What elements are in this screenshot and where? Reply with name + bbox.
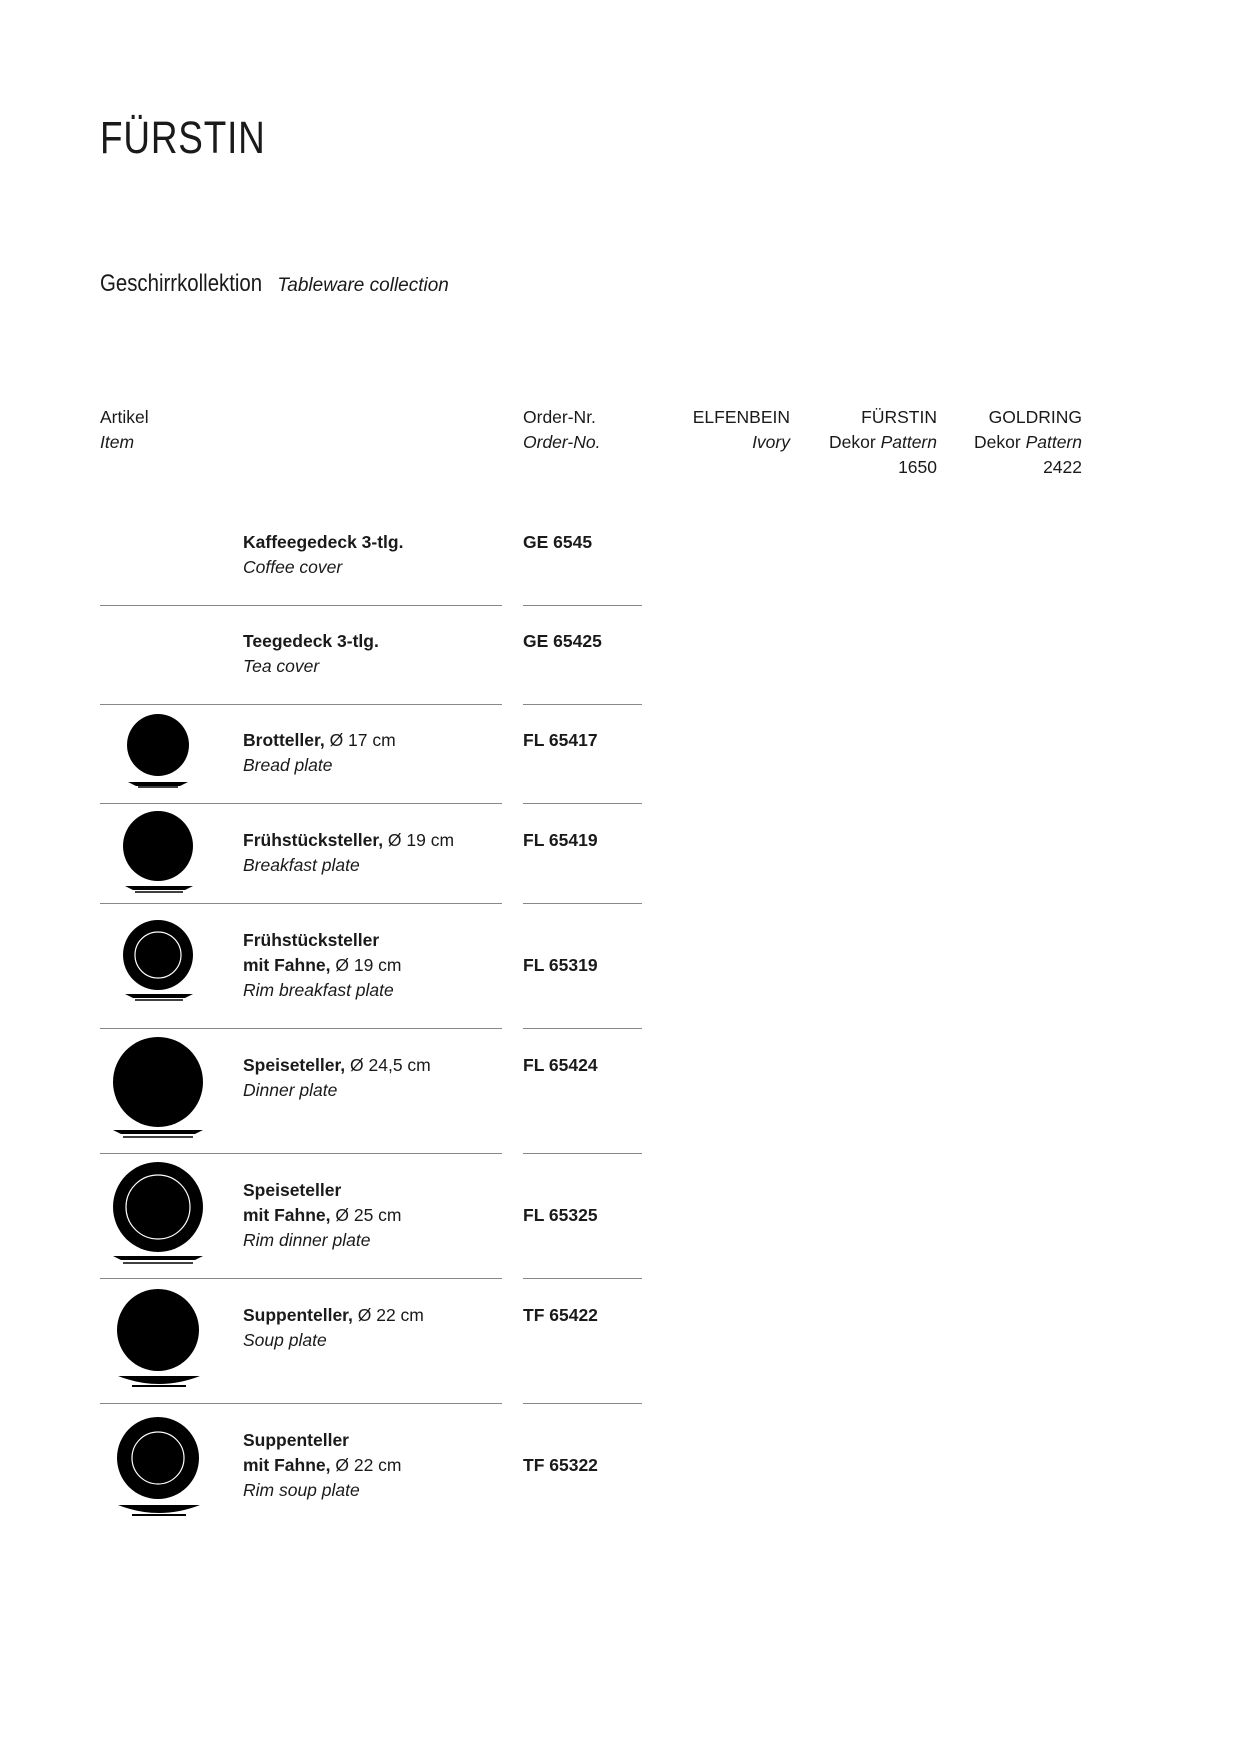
item-name [243,530,403,580]
item-name-de-line2: mit Fahne, [243,955,331,975]
item-name-en: Soup plate [243,1330,327,1350]
header-order-de: Order-Nr. [523,407,596,427]
item-order-number: FL 65419 [523,830,598,850]
item-size: Ø 19 cm [330,955,402,975]
item-name-de: Frühstücksteller, [243,830,384,850]
header-furstin [800,405,937,480]
rim-plate-icon [100,893,224,1033]
header-ivory-de: ELFENBEIN [692,407,790,427]
subtitle-de: Geschirrkollektion [100,270,263,297]
item-size: Ø 24,5 cm [345,1055,431,1075]
item-name-de: Suppenteller, [243,1305,353,1325]
item-order-number: FL 65417 [523,730,598,750]
header-goldring-title: GOLDRING [988,407,1082,427]
subtitle-en: Tableware collection [277,275,449,296]
row-divider [523,1153,642,1154]
rim-plate-icon [100,1145,224,1285]
item-size: Ø 22 cm [330,1455,402,1475]
item-order-number: FL 65325 [523,1205,598,1225]
item-name [243,1428,402,1503]
item-name [243,629,379,679]
header-furstin-title: FÜRSTIN [861,407,937,427]
header-goldring-dekor: Dekor [974,432,1021,452]
item-name-de-line2: mit Fahne, [243,1455,331,1475]
item-size: Ø 25 cm [330,1205,402,1225]
header-ivory-en: Ivory [752,432,790,452]
item-name-en: Rim dinner plate [243,1230,371,1250]
item-name-en: Rim soup plate [243,1480,360,1500]
row-divider [523,1403,642,1404]
item-name-en: Coffee cover [243,557,343,577]
item-name [243,928,402,1003]
page-title: FÜRSTIN [100,112,266,163]
header-goldring [950,405,1082,480]
item-name-en: Breakfast plate [243,855,360,875]
header-item-de: Artikel [100,407,149,427]
item-name-de: Speiseteller, [243,1055,346,1075]
header-goldring-number: 2422 [1043,457,1082,477]
row-divider [523,803,642,804]
header-order [523,405,600,455]
header-furstin-dekor: Dekor [829,432,876,452]
item-name-de-line2: mit Fahne, [243,1205,331,1225]
row-divider [523,1278,642,1279]
header-item [100,405,149,455]
header-furstin-number: 1650 [898,457,937,477]
item-name-en: Tea cover [243,656,320,676]
item-name [243,1178,402,1253]
header-item-en: Item [100,432,135,452]
item-name-de: Kaffeegedeck 3-tlg. [243,532,404,552]
item-name-de: Brotteller, [243,730,325,750]
row-divider [523,903,642,904]
item-name-en: Dinner plate [243,1080,338,1100]
item-order-number: FL 65424 [523,1055,598,1075]
item-name [243,1303,424,1353]
item-size: Ø 22 cm [352,1305,424,1325]
header-goldring-pattern: Pattern [1025,432,1082,452]
soup-plate-icon [100,1268,224,1408]
item-name-de: Teegedeck 3-tlg. [243,631,379,651]
page-subtitle [100,270,449,298]
row-divider [523,704,642,705]
row-divider [100,605,502,606]
item-name [243,828,454,878]
item-name [243,1053,431,1103]
header-order-en: Order-No. [523,432,601,452]
item-name-de: Speiseteller [243,1180,342,1200]
item-size: Ø 19 cm [383,830,455,850]
item-name-en: Rim breakfast plate [243,980,394,1000]
item-order-number: TF 65322 [523,1455,598,1475]
header-furstin-pattern: Pattern [880,432,937,452]
item-order-number: FL 65319 [523,955,598,975]
row-divider [523,1028,642,1029]
header-ivory [640,405,790,455]
plate-icon [100,1020,224,1160]
item-order-number: TF 65422 [523,1305,598,1325]
item-size: Ø 17 cm [324,730,396,750]
item-order-number: GE 6545 [523,532,593,552]
item-name-de: Frühstücksteller [243,930,380,950]
rim-soup-plate-icon [100,1396,224,1536]
row-divider [523,605,642,606]
item-name-en: Bread plate [243,755,333,775]
item-name-de: Suppenteller [243,1430,349,1450]
item-name [243,728,396,778]
item-order-number: GE 65425 [523,631,602,651]
